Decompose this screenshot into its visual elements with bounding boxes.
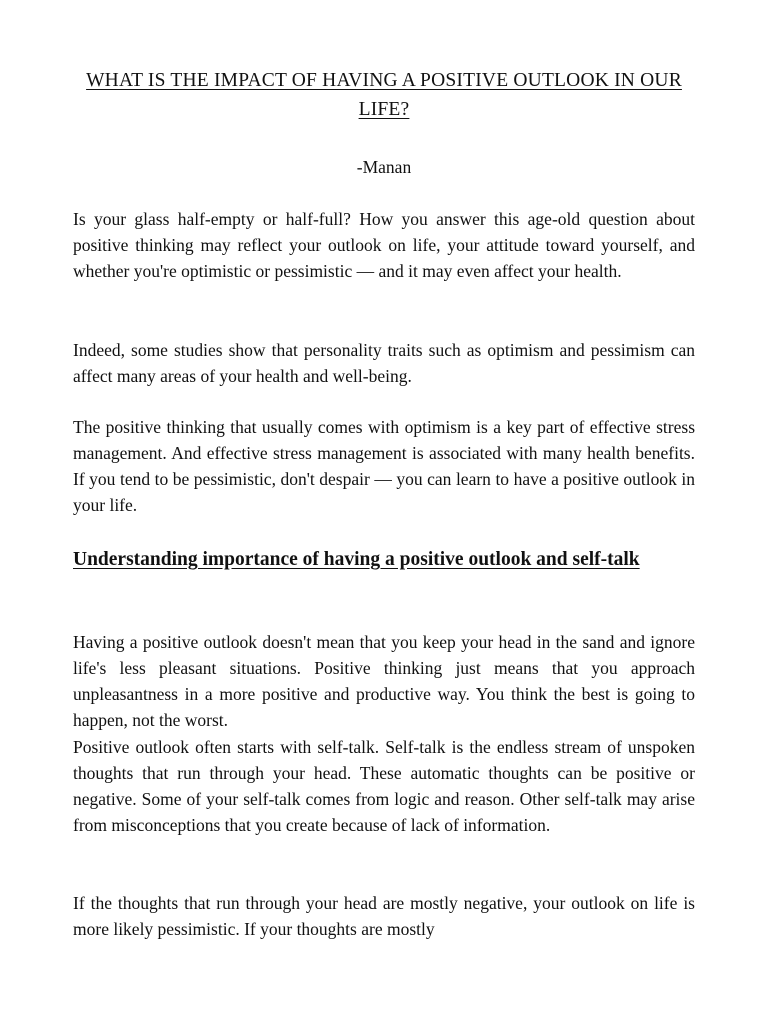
- paragraph-self-talk: Positive outlook often starts with self-talk. Self-talk is the endless stream of unspoken thoughts that run through your head. These automatic thoughts can be positive or negative. Some of your self-talk comes from logic and reason. Other self-talk may arise from misconceptions that you create because of lack of information.: [73, 737, 695, 835]
- author-line: -Manan: [356, 157, 412, 177]
- document-title: WHAT IS THE IMPACT OF HAVING A POSITIVE OUTLOOK IN OUR LIFE?: [86, 70, 682, 120]
- paragraph-studies: Indeed, some studies show that personality traits such as optimism and pessimism can affect many areas of your health and well-being.: [73, 340, 695, 386]
- paragraph-stress-management: The positive thinking that usually comes with optimism is a key part of effective stress management. And effective stress management is associated with many health benefits. If you tend to be pessimistic, don't despair — you can learn to have a positive outlook in your life.: [73, 417, 695, 515]
- paragraph-negative-thoughts: If the thoughts that run through your head are mostly negative, your outlook on life is more likely pessimistic. If your thoughts are mostly: [73, 893, 695, 939]
- section-heading: Understanding importance of having a positive outlook and self-talk: [73, 549, 640, 570]
- paragraph-positive-outlook: Having a positive outlook doesn't mean that you keep your head in the sand and ignore life's less pleasant situations. Positive thinking just means that you approach unpleasantness in a more positive and productive way. You think the best is going to happen, not the worst.: [73, 632, 695, 730]
- paragraph-intro: Is your glass half-empty or half-full? How you answer this age-old question about positive thinking may reflect your outlook on life, your attitude toward yourself, and whether you're optimistic or pessimistic — and it may even affect your health.: [73, 209, 695, 281]
